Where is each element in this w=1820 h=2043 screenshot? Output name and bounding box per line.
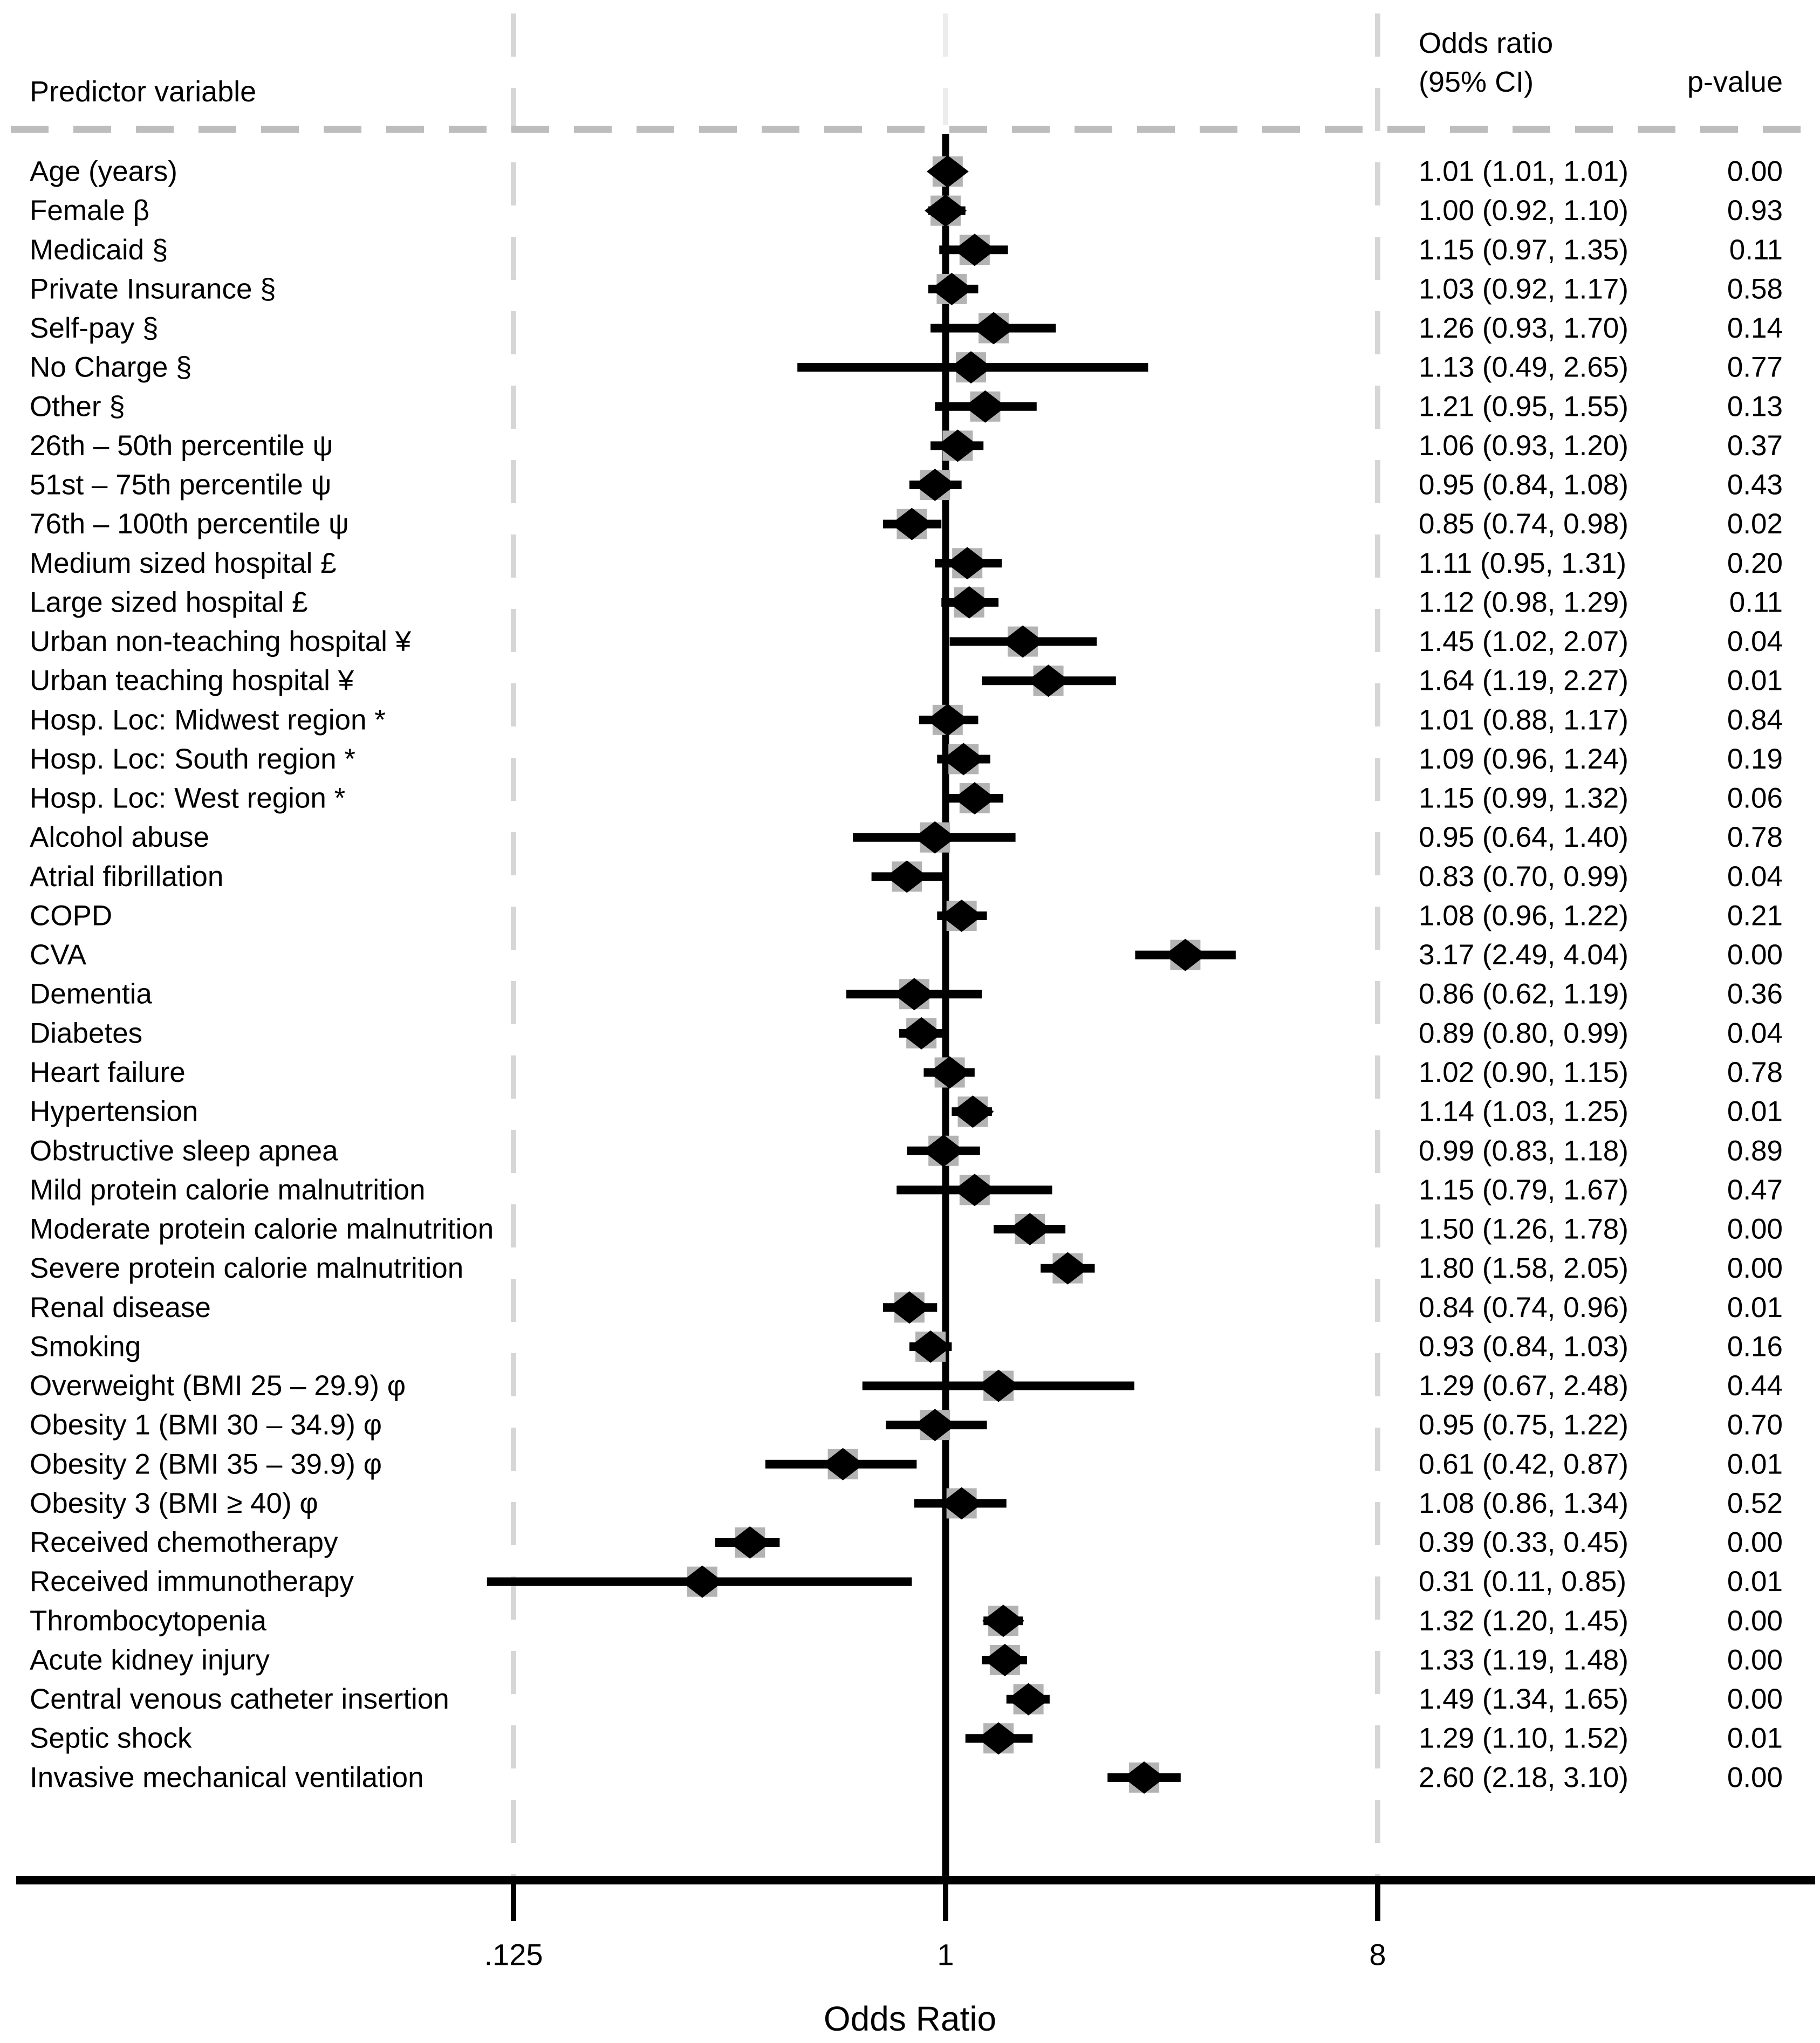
x-axis-tick-label: .125 (484, 1937, 543, 1972)
row-or-ci-value: 0.99 (0.83, 1.18) (1419, 1135, 1629, 1167)
row-label: Hosp. Loc: Midwest region * (30, 704, 386, 736)
row-p-value: 0.16 (1727, 1331, 1783, 1363)
row-p-value: 0.00 (1727, 1605, 1783, 1637)
row-or-ci-value: 1.01 (0.88, 1.17) (1419, 704, 1629, 736)
row-p-value: 0.01 (1727, 664, 1783, 697)
row-label: Other § (30, 390, 125, 423)
row-or-ci-value: 1.15 (0.79, 1.67) (1419, 1174, 1629, 1206)
row-p-value: 0.01 (1727, 1448, 1783, 1480)
row-p-value: 0.21 (1727, 900, 1783, 932)
row-p-value: 0.00 (1727, 1213, 1783, 1245)
row-p-value: 0.06 (1727, 782, 1783, 814)
row-p-value: 0.00 (1727, 1644, 1783, 1676)
odds-ratio-column-header-line1: Odds ratio (1419, 27, 1554, 59)
row-or-ci-value: 0.95 (0.64, 1.40) (1419, 821, 1629, 854)
row-or-ci-value: 1.13 (0.49, 2.65) (1419, 351, 1629, 383)
row-or-ci-value: 1.03 (0.92, 1.17) (1419, 273, 1629, 305)
row-p-value: 0.01 (1727, 1095, 1783, 1128)
row-or-ci-value: 3.17 (2.49, 4.04) (1419, 939, 1629, 971)
row-p-value: 0.44 (1727, 1370, 1783, 1402)
row-or-ci-value: 1.08 (0.86, 1.34) (1419, 1487, 1629, 1519)
row-label: Acute kidney injury (30, 1644, 270, 1676)
row-or-ci-value: 0.89 (0.80, 0.99) (1419, 1017, 1629, 1050)
row-or-ci-value: 1.01 (1.01, 1.01) (1419, 155, 1629, 188)
row-or-ci-value: 1.12 (0.98, 1.29) (1419, 586, 1629, 619)
row-p-value: 0.04 (1727, 626, 1783, 658)
row-label: Moderate protein calorie malnutrition (30, 1213, 494, 1245)
row-p-value: 0.00 (1727, 1252, 1783, 1285)
row-label: 76th – 100th percentile ψ (30, 508, 349, 540)
p-value-column-header: p-value (1687, 66, 1783, 98)
row-or-ci-value: 1.33 (1.19, 1.48) (1419, 1644, 1629, 1676)
row-label: Overweight (BMI 25 – 29.9) φ (30, 1370, 406, 1402)
row-label: Obesity 2 (BMI 35 – 39.9) φ (30, 1448, 382, 1480)
row-or-ci-value: 0.93 (0.84, 1.03) (1419, 1331, 1629, 1363)
row-label: Smoking (30, 1331, 141, 1363)
row-or-ci-value: 0.95 (0.75, 1.22) (1419, 1409, 1629, 1441)
row-label: Female β (30, 195, 149, 227)
row-p-value: 0.14 (1727, 312, 1783, 345)
row-or-ci-value: 1.80 (1.58, 2.05) (1419, 1252, 1629, 1285)
row-or-ci-value: 2.60 (2.18, 3.10) (1419, 1761, 1629, 1794)
row-or-ci-value: 1.11 (0.95, 1.31) (1419, 547, 1627, 579)
row-p-value: 0.00 (1727, 1761, 1783, 1794)
row-or-ci-value: 1.09 (0.96, 1.24) (1419, 743, 1629, 775)
row-or-ci-value: 0.84 (0.74, 0.96) (1419, 1291, 1629, 1324)
row-p-value: 0.00 (1727, 1526, 1783, 1559)
row-p-value: 0.00 (1727, 1683, 1783, 1716)
row-label: Private Insurance § (30, 273, 276, 305)
row-p-value: 0.00 (1727, 155, 1783, 188)
row-label: 26th – 50th percentile ψ (30, 429, 333, 462)
row-or-ci-value: 0.85 (0.74, 0.98) (1419, 508, 1629, 540)
row-label: Large sized hospital £ (30, 586, 308, 619)
row-p-value: 0.78 (1727, 821, 1783, 854)
row-p-value: 0.84 (1727, 704, 1783, 736)
row-label: Central venous catheter insertion (30, 1683, 449, 1716)
row-p-value: 0.00 (1727, 939, 1783, 971)
row-label: Dementia (30, 978, 152, 1010)
row-or-ci-value: 1.29 (1.10, 1.52) (1419, 1722, 1629, 1754)
row-label: 51st – 75th percentile ψ (30, 469, 332, 501)
row-label: Obesity 1 (BMI 30 – 34.9) φ (30, 1409, 382, 1441)
row-p-value: 0.01 (1727, 1291, 1783, 1324)
row-p-value: 0.77 (1727, 351, 1783, 383)
row-or-ci-value: 1.29 (0.67, 2.48) (1419, 1370, 1629, 1402)
row-or-ci-value: 0.83 (0.70, 0.99) (1419, 860, 1629, 893)
row-label: CVA (30, 939, 87, 971)
odds-ratio-column-header-line2: (95% CI) (1419, 66, 1534, 98)
row-label: Obesity 3 (BMI ≥ 40) φ (30, 1487, 318, 1519)
x-axis-tick-label: 1 (937, 1937, 954, 1972)
row-or-ci-value: 0.39 (0.33, 0.45) (1419, 1526, 1629, 1559)
row-label: Medicaid § (30, 234, 168, 266)
row-or-ci-value: 1.50 (1.26, 1.78) (1419, 1213, 1629, 1245)
row-p-value: 0.02 (1727, 508, 1783, 540)
row-p-value: 0.01 (1727, 1722, 1783, 1754)
row-p-value: 0.19 (1727, 743, 1783, 775)
row-label: Medium sized hospital £ (30, 547, 337, 579)
row-p-value: 0.11 (1729, 234, 1783, 266)
row-p-value: 0.20 (1727, 547, 1783, 579)
row-or-ci-value: 0.61 (0.42, 0.87) (1419, 1448, 1629, 1480)
row-or-ci-value: 1.21 (0.95, 1.55) (1419, 390, 1629, 423)
row-label: Diabetes (30, 1017, 143, 1050)
row-p-value: 0.01 (1727, 1566, 1783, 1598)
row-label: Age (years) (30, 155, 177, 188)
row-p-value: 0.93 (1727, 195, 1783, 227)
row-p-value: 0.13 (1727, 390, 1783, 423)
predictor-column-header: Predictor variable (30, 76, 257, 108)
row-p-value: 0.04 (1727, 860, 1783, 893)
row-or-ci-value: 1.14 (1.03, 1.25) (1419, 1095, 1629, 1128)
row-label: Obstructive sleep apnea (30, 1135, 338, 1167)
row-label: Renal disease (30, 1291, 211, 1324)
x-axis-title: Odds Ratio (823, 1999, 997, 2038)
row-or-ci-value: 1.02 (0.90, 1.15) (1419, 1056, 1629, 1088)
row-or-ci-value: 1.15 (0.97, 1.35) (1419, 234, 1629, 266)
row-p-value: 0.11 (1729, 586, 1783, 619)
row-label: Heart failure (30, 1056, 186, 1088)
row-label: No Charge § (30, 351, 192, 383)
row-or-ci-value: 1.08 (0.96, 1.22) (1419, 900, 1629, 932)
row-label: Self-pay § (30, 312, 159, 345)
row-or-ci-value: 0.86 (0.62, 1.19) (1419, 978, 1629, 1010)
row-label: Severe protein calorie malnutrition (30, 1252, 464, 1285)
row-label: Alcohol abuse (30, 821, 209, 854)
row-label: Invasive mechanical ventilation (30, 1761, 424, 1794)
row-or-ci-value: 1.00 (0.92, 1.10) (1419, 195, 1629, 227)
row-p-value: 0.52 (1727, 1487, 1783, 1519)
row-p-value: 0.47 (1727, 1174, 1783, 1206)
row-or-ci-value: 0.95 (0.84, 1.08) (1419, 469, 1629, 501)
row-or-ci-value: 1.64 (1.19, 2.27) (1419, 664, 1629, 697)
row-label: Received immunotherapy (30, 1566, 354, 1598)
row-or-ci-value: 1.26 (0.93, 1.70) (1419, 312, 1629, 345)
row-or-ci-value: 1.32 (1.20, 1.45) (1419, 1605, 1629, 1637)
row-p-value: 0.70 (1727, 1409, 1783, 1441)
row-p-value: 0.37 (1727, 429, 1783, 462)
row-p-value: 0.89 (1727, 1135, 1783, 1167)
row-label: Mild protein calorie malnutrition (30, 1174, 426, 1206)
row-label: Urban non-teaching hospital ¥ (30, 626, 412, 658)
row-or-ci-value: 1.49 (1.34, 1.65) (1419, 1683, 1629, 1716)
row-label: Hosp. Loc: West region * (30, 782, 346, 814)
row-label: Septic shock (30, 1722, 192, 1754)
row-label: COPD (30, 900, 113, 932)
row-p-value: 0.58 (1727, 273, 1783, 305)
row-p-value: 0.04 (1727, 1017, 1783, 1050)
row-label: Urban teaching hospital ¥ (30, 664, 354, 697)
row-or-ci-value: 1.15 (0.99, 1.32) (1419, 782, 1629, 814)
row-label: Atrial fibrillation (30, 860, 224, 893)
row-or-ci-value: 0.31 (0.11, 0.85) (1419, 1566, 1627, 1598)
row-label: Received chemotherapy (30, 1526, 338, 1559)
row-label: Hosp. Loc: South region * (30, 743, 355, 775)
row-or-ci-value: 1.45 (1.02, 2.07) (1419, 626, 1629, 658)
x-axis-tick-label: 8 (1369, 1937, 1386, 1972)
row-p-value: 0.43 (1727, 469, 1783, 501)
row-label: Hypertension (30, 1095, 199, 1128)
row-label: Thrombocytopenia (30, 1605, 266, 1637)
row-or-ci-value: 1.06 (0.93, 1.20) (1419, 429, 1629, 462)
row-p-value: 0.36 (1727, 978, 1783, 1010)
row-p-value: 0.78 (1727, 1056, 1783, 1088)
